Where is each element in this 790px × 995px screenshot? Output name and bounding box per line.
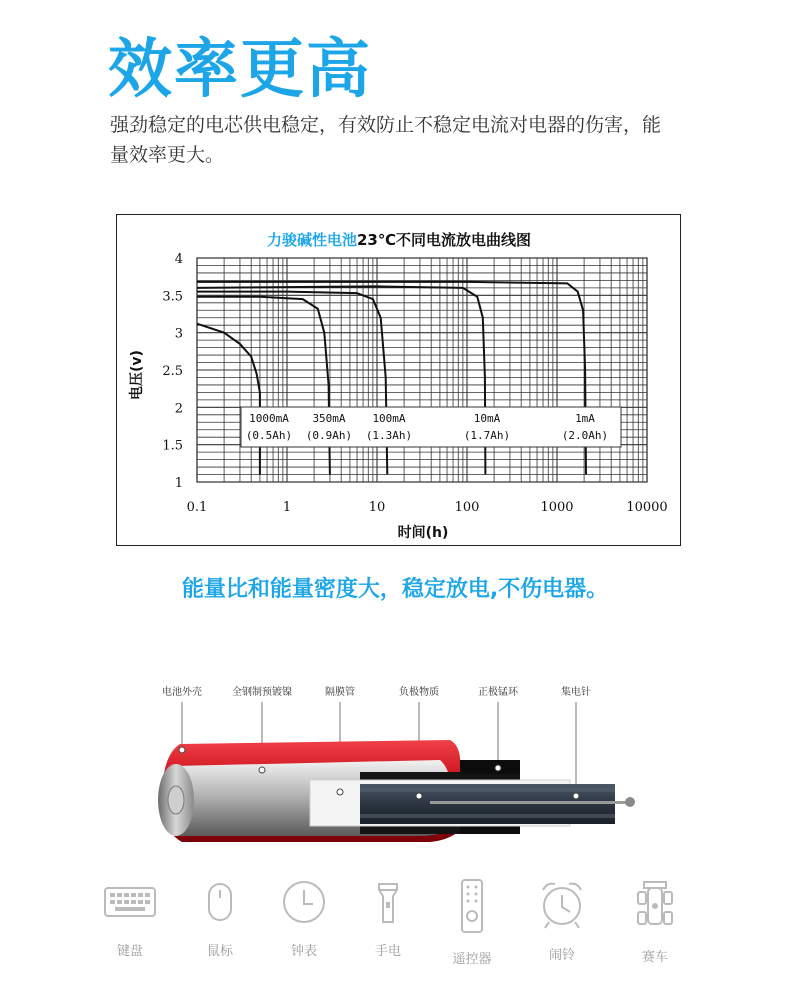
device-remote [437,878,507,978]
y-tick-label: 1 [174,476,183,491]
device-label: 钟表 [290,944,317,959]
x-tick-label: 100 [454,500,480,515]
flashlight-icon [359,878,417,926]
x-tick-label: 0.1 [186,500,208,515]
device-label: 鼠标 [206,944,233,959]
device-label: 闹铃 [548,948,575,963]
legend-current-1: 350mA [312,412,346,425]
legend-capacity-1: (0.9Ah) [305,429,353,442]
race-car-icon [626,878,684,932]
y-tick-label: 2.5 [162,364,183,379]
keyboard-icon [101,878,159,926]
legend-current-4: 1mA [575,412,595,425]
legend-current-2: 100mA [372,412,406,425]
legend-capacity-0: (0.5Ah) [245,429,293,442]
y-tick-label: 2 [174,401,183,417]
device-mouse [185,878,255,978]
tagline: 能量比和能量密度大，稳定放电,不伤电器。 [181,577,609,602]
alarm-clock-icon [533,878,591,930]
x-tick-label: 1 [282,500,292,515]
clock-icon [275,878,333,926]
device-label: 键盘 [116,944,143,959]
device-label: 手电 [374,944,401,959]
battery-cutaway-illustration [130,680,660,850]
legend-capacity-4: (2.0Ah) [561,429,609,442]
mouse-icon [191,878,249,926]
remote-control-icon [443,878,501,934]
legend-capacity-2: (1.3Ah) [365,429,413,442]
x-axis-label: 时间(h) [397,525,449,541]
discharge-chart [117,215,680,545]
legend-capacity-3: (1.7Ah) [463,429,511,442]
discharge-chart-panel [116,214,681,546]
battery-label-3: 负极物质 [399,687,439,698]
y-tick-label: 3.5 [162,289,183,305]
x-tick-label: 1000 [540,500,574,515]
battery-label-5: 集电针 [561,687,591,698]
battery-label-2: 隔膜管 [325,687,355,698]
battery-label-4: 正极锰环 [478,687,518,698]
y-tick-label: 4 [174,252,183,267]
device-clock [269,878,339,978]
y-tick-label: 3 [174,326,183,342]
battery-label-1: 全钢制预镀镍 [232,687,292,698]
y-axis-label: 电压(v) [129,350,145,400]
device-keyboard [95,878,165,978]
device-label: 赛车 [641,950,668,965]
legend-current-0: 1000mA [249,412,289,425]
x-tick-label: 10000 [626,500,668,515]
device-race-car [620,878,690,978]
device-alarm [527,878,597,978]
description: 强劲稳定的电芯供电稳定，有效防止不稳定电流对电器的伤害，能量效率更大。 [110,114,662,166]
battery-label-0: 电池外壳 [162,687,202,698]
headline: 效率更高 [108,33,372,107]
device-flashlight [353,878,423,978]
legend-current-3: 10mA [473,412,501,425]
y-tick-label: 1.5 [162,438,183,454]
x-tick-label: 10 [368,500,386,515]
chart-title: 力骏碱性电池23℃不同电流放电曲线图 [266,231,532,249]
device-label: 遥控器 [452,952,492,967]
